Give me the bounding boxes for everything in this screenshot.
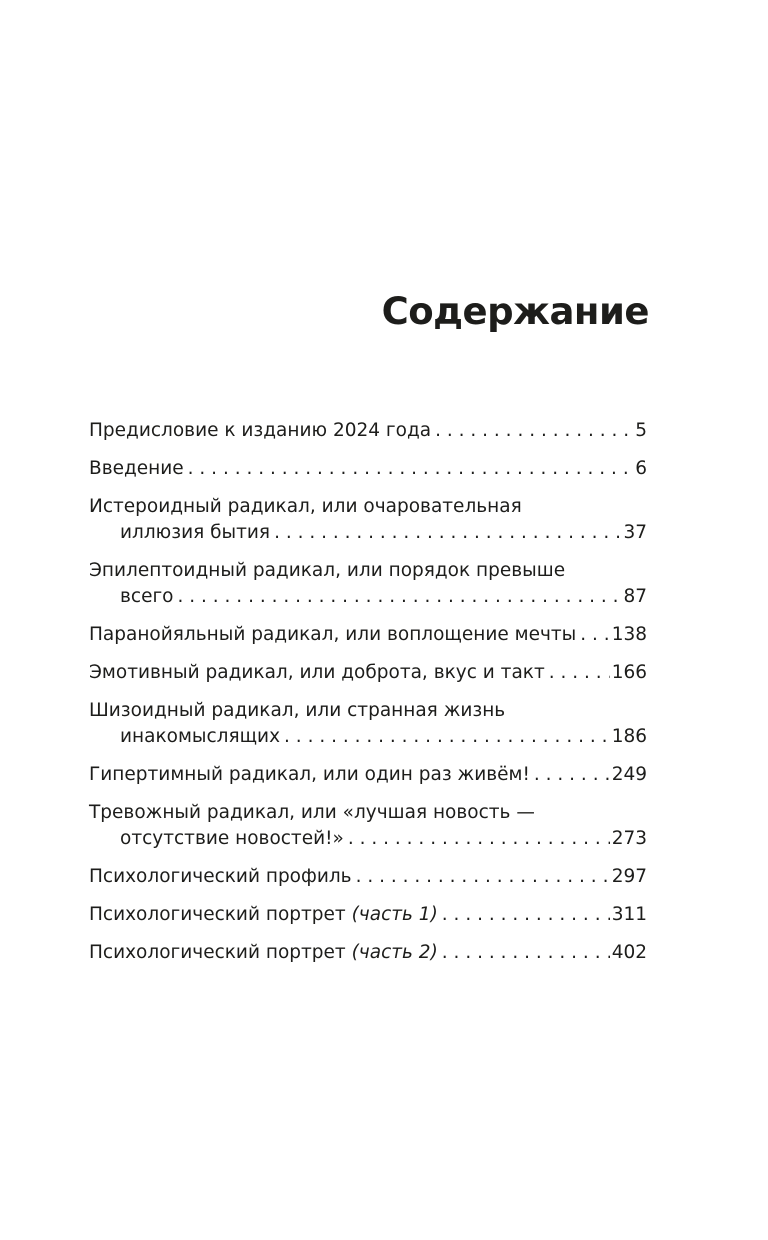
toc-line-continuation [89, 584, 647, 610]
dot-leader [280, 724, 610, 750]
toc-entry-title [89, 940, 438, 966]
toc-entry-title: Предисловие к изданию 2024 года [89, 420, 432, 441]
toc-page-number: 402 [611, 942, 647, 963]
toc-entry-title: Истероидный радикал, или очаровательная [89, 496, 522, 517]
toc-entry-title-main: Психологический портрет [89, 904, 346, 925]
toc-entry-title-cont: отсутствие новостей!» [120, 828, 344, 849]
toc-line [89, 418, 647, 444]
toc-page-number: 166 [611, 662, 647, 683]
page-title: Содержание [381, 290, 649, 333]
toc-entry-psych-profile[interactable] [89, 864, 647, 890]
toc-page-number: 87 [623, 586, 647, 607]
toc-entry-paranoid[interactable] [89, 622, 647, 648]
toc-page-number: 311 [611, 904, 647, 925]
toc-line [89, 698, 647, 724]
toc-entry-hyperthymic[interactable] [89, 762, 647, 788]
toc-line [89, 558, 647, 584]
toc-entry-introduction[interactable] [89, 456, 647, 482]
toc-page-number: 138 [611, 624, 647, 645]
toc-line [89, 864, 647, 890]
toc-line-continuation [89, 520, 647, 546]
toc-line [89, 660, 647, 686]
dot-leader [545, 660, 610, 686]
toc-page-number: 273 [611, 828, 647, 849]
dot-leader [344, 826, 610, 852]
dot-leader [431, 418, 633, 444]
toc-page-number: 297 [611, 866, 647, 887]
toc-entry-title: Гипертимный радикал, или один раз живём! [89, 764, 530, 785]
toc-entry-title [89, 902, 438, 928]
toc-entry-psych-portrait-2[interactable] [89, 940, 647, 966]
toc-entry-title-main: Психологический портрет [89, 942, 346, 963]
dot-leader [438, 940, 610, 966]
toc-entry-anxious[interactable] [89, 800, 647, 852]
toc-line [89, 762, 647, 788]
toc-entry-title: Психологический профиль [89, 866, 352, 887]
toc-line-continuation [89, 826, 647, 852]
toc-line-continuation [89, 724, 647, 750]
toc-entry-title-cont: инакомыслящих [120, 726, 281, 747]
toc-entry-title: Введение [89, 458, 184, 479]
toc-line [89, 622, 647, 648]
toc-entry-title-italic: (часть 2) [351, 942, 438, 963]
toc-entry-hysteroid[interactable] [89, 494, 647, 546]
dot-leader [576, 622, 609, 648]
toc-page-number: 186 [611, 726, 647, 747]
toc-line [89, 456, 647, 482]
dot-leader [530, 762, 610, 788]
dot-leader [270, 520, 621, 546]
toc-entry-title: Эпилептоидный радикал, или порядок превыше [89, 560, 566, 581]
toc-entry-epileptoid[interactable] [89, 558, 647, 610]
dot-leader [438, 902, 610, 928]
toc-entry-schizoid[interactable] [89, 698, 647, 750]
toc-entry-title: Паранойяльный радикал, или воплощение мечты [89, 624, 577, 645]
toc-entry-title-italic: (часть 1) [351, 904, 438, 925]
toc-entry-title: Эмотивный радикал, или доброта, вкус и такт [89, 662, 545, 683]
toc-line [89, 940, 647, 966]
dot-leader [174, 584, 622, 610]
toc-entry-psych-portrait-1[interactable] [89, 902, 647, 928]
toc-line [89, 800, 647, 826]
toc-entry-preface[interactable] [89, 418, 647, 444]
toc-line [89, 902, 647, 928]
toc-page-number: 5 [635, 420, 647, 441]
toc-line [89, 494, 647, 520]
toc-page-number: 37 [623, 522, 647, 543]
dot-leader [184, 456, 634, 482]
dot-leader [352, 864, 610, 890]
toc-entry-title: Тревожный радикал, или «лучшая новость — [89, 802, 535, 823]
toc-entry-title-cont: всего [120, 586, 174, 607]
toc-entry-title-cont: иллюзия бытия [120, 522, 271, 543]
toc-entry-emotive[interactable] [89, 660, 647, 686]
toc-entry-title: Шизоидный радикал, или странная жизнь [89, 700, 506, 721]
table-of-contents [89, 418, 647, 978]
toc-page-number: 249 [611, 764, 647, 785]
toc-page-number: 6 [635, 458, 647, 479]
